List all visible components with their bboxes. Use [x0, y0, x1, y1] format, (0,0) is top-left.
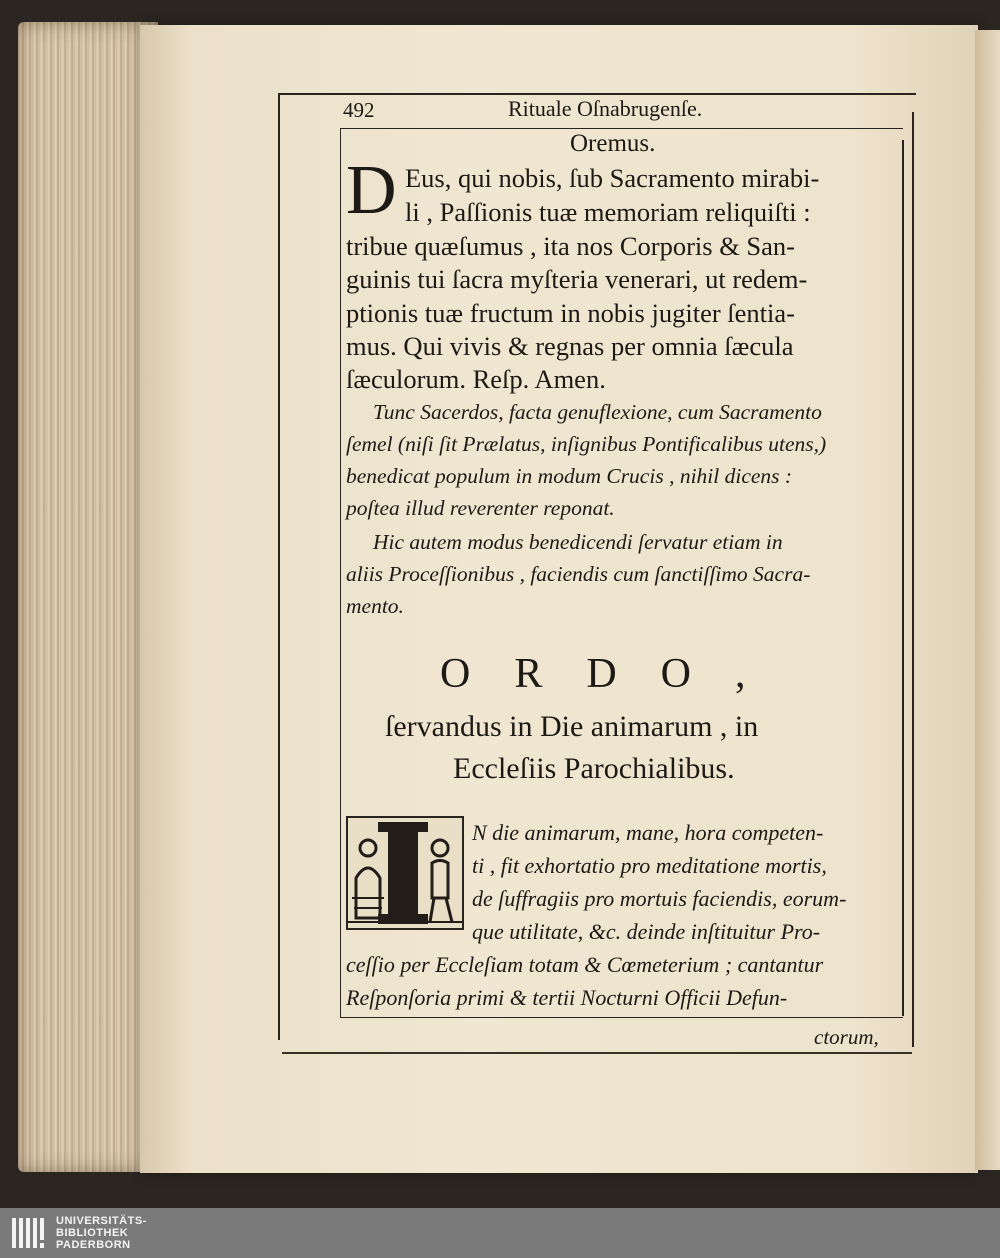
rubric-line: aliis Proceſſionibus , faciendis cum ſanctiſſimo Sacra- — [346, 562, 811, 586]
prayer-line: mus. Qui vivis & regnas per omnia ſæcula — [346, 331, 794, 361]
page-frame-right-rule — [902, 140, 904, 1016]
prayer-line: ſæculorum. Reſp. Amen. — [346, 364, 606, 394]
rubric-line: poſtea illud reverenter reponat. — [346, 496, 615, 520]
rubric-line: ſemel (niſi ſit Prælatus, inſignibus Pontificalibus utens,) — [346, 432, 827, 456]
footer-bar — [0, 1208, 1000, 1258]
paragraph-line: ti , fit exhortatio pro meditatione mortis, — [472, 853, 827, 878]
library-name-line: PADERBORN — [56, 1239, 131, 1251]
ordo-title: ORDO, — [440, 651, 790, 697]
prayer-heading: Oremus. — [570, 130, 656, 157]
paragraph-line: Reſponſoria primi & tertii Nocturni Officii Defun- — [346, 985, 788, 1010]
paragraph-line: que utilitate, &c. deinde inſtituitur Pro- — [472, 919, 821, 944]
historiated-initial — [346, 816, 464, 930]
prayer-line: guinis tui ſacra myſteria venerari, ut redem- — [346, 264, 808, 294]
rubric-line: Hic autem modus benedicendi ſervatur etiam in — [373, 530, 783, 554]
ordo-subtitle-line1: ſervandus in Die animarum , in — [385, 710, 759, 743]
page-number: 492 — [343, 98, 375, 122]
paragraph-line: de ſuffragiis pro mortuis faciendis, eorum- — [472, 886, 847, 911]
paragraph-line: N die animarum, mane, hora competen- — [472, 820, 824, 845]
rubric-line: Tunc Sacerdos, facta genuflexione, cum Sacramento — [373, 400, 822, 424]
drop-cap-initial: D — [346, 152, 397, 229]
rubric-line: mento. — [346, 594, 404, 618]
prayer-line: tribue quæſumus , ita nos Corporis & San- — [346, 231, 796, 261]
library-name-line: BIBLIOTHEK — [56, 1227, 129, 1239]
library-logo-icon — [10, 1214, 48, 1252]
library-name — [56, 1215, 147, 1251]
ordo-subtitle-line2: Eccleſiis Parochialibus. — [453, 752, 735, 785]
rubric-line: benedicat populum in modum Crucis , nihil dicens : — [346, 464, 793, 488]
prayer-line: li , Paſſionis tuæ memoriam reliquiſti : — [405, 197, 811, 227]
page-bottom-rule — [282, 1052, 912, 1054]
library-name-line: UNIVERSITÄTS- — [56, 1215, 147, 1227]
prayer-line: Eus, qui nobis, ſub Sacramento mirabi- — [405, 163, 820, 193]
woodcut-initial-icon — [348, 818, 462, 928]
running-head: Rituale Oſnabrugenſe. — [508, 96, 703, 121]
facing-page-edge — [975, 30, 1000, 1170]
prayer-line: ptionis tuæ fructum in nobis jugiter ſentia- — [346, 298, 795, 328]
paragraph-line: ceſſio per Eccleſiam totam & Cœmeterium ; cantantur — [346, 952, 824, 977]
book-page-edges — [18, 22, 158, 1172]
page-frame-outer-right-rule — [912, 112, 914, 1047]
catchword: ctorum, — [814, 1025, 879, 1049]
